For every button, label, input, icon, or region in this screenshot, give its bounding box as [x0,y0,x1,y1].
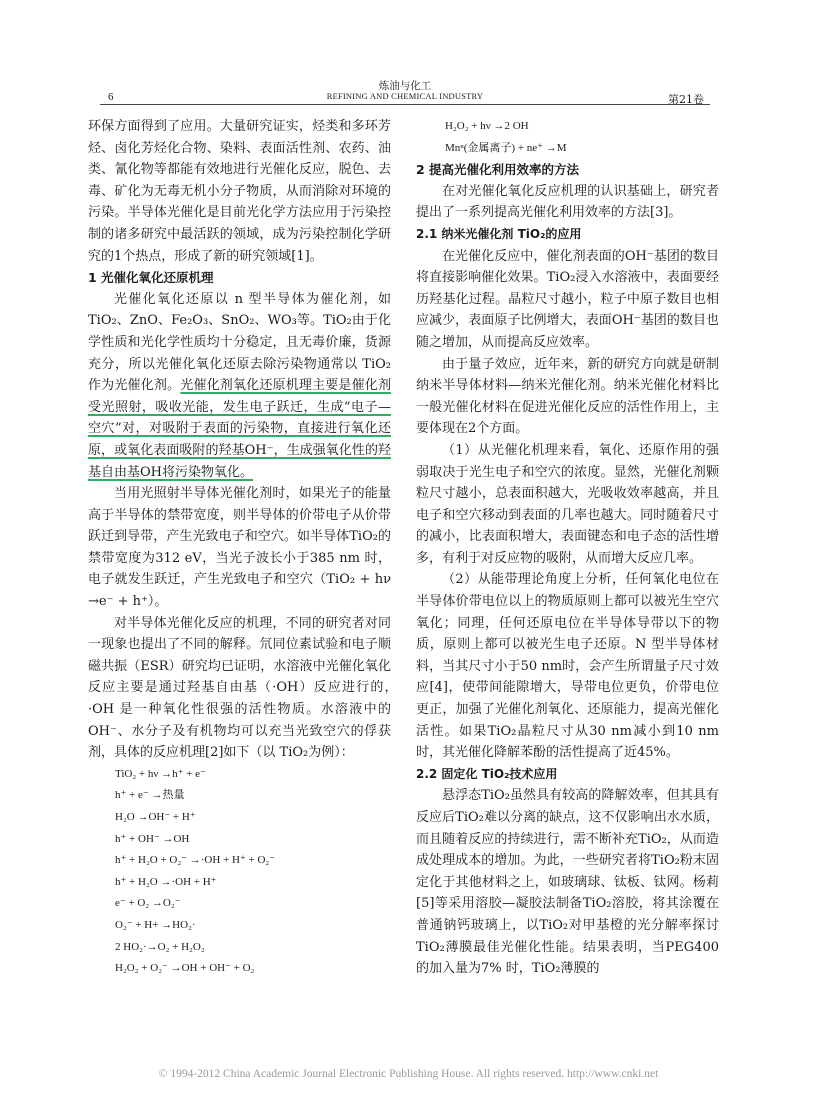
section-heading-2: 2 提高光催化利用效率的方法 [416,162,580,178]
paragraph-methods-intro: 在对光催化氧化反应机理的认识基础上，研究者提出了一系列提高光催化利用效率的方法[3]。 [416,183,719,221]
left-column [88,116,391,980]
page-number: 6 [108,91,114,103]
equation: O₂⁻ + H+ →HO₂· [115,918,196,931]
equation: TiO₂ + hν →h⁺ + e⁻ [115,767,206,780]
equation: h⁺ + H₂O + O₂⁻ →·OH + H⁺ + O₂⁻ [115,854,276,867]
paragraph-photon-excitation: 当用光照射半导体光催化剂时，如果光子的能量高于半导体的禁带宽度，则半导体的价带电子从价带跃迁到导带，产生光致电子和空穴。如半导体TiO₂的禁带宽度为312 eV，当光子波长小于385 nm 时，电子就发生跃迁，产生光致电子和空穴（TiO₂ + hν →e⁻ + h⁺）。 [88,486,391,610]
equation: H₂O →OH⁻ + H⁺ [115,811,196,823]
journal-title-en: REFINING AND CHEMICAL INDUSTRY [326,91,484,101]
equation: h⁺ + e⁻ →热量 [115,789,185,802]
equation-list [88,764,391,980]
header-rule [100,104,710,105]
underlined-mechanism-text: 光催化剂氧化还原机理主要是催化剂受光照射，吸收光能，发生电子跃迁，生成“电子—空穴”对，对吸附于表面的污染物，直接进行氧化还原，或氧化表面吸附的羟基OH⁻，生成强氧化性的羟基自由基OH将污染物氧化。 [88,378,391,480]
equation: h⁺ + OH⁻ →OH [115,832,190,845]
equation: H₂O₂ + O₂⁻ →OH + OH⁻ + O₂ [115,962,255,975]
paragraph-aspect-1: （1）从光催化机理来看，氧化、还原作用的强弱取决于光生电子和空穴的浓度。显然，光催化剂颗粒尺寸越小，总表面积越大，光吸收效率越高，并且电子和空穴移动到表面的几率也越大。同时随着尺寸的减小，比表面积增大，表面键态和电子态的活性增多，有利于对反应物的吸附，从而增大反应几率。 [416,442,719,566]
journal-title-cn: 炼油与化工 [378,80,432,92]
paragraph-quantum-effect: 由于量子效应，近年来，新的研究方向就是研制纳米半导体材料—纳米光催化剂。纳米光催化材料比一般光催化材料在促进光催化反应的活性作用上，主要体现在2个方面。 [416,356,719,437]
equation: H₂O₂ + hν →2 OH [445,120,529,132]
copyright-footer: © 1994-2012 China Academic Journal Electronic Publishing House. All rights reserved. http://www.cnki.net [158,1068,659,1080]
mechanism-text: 光催化氧化还原以 n 型半导体为催化剂，如 TiO₂、ZnO、Fe₂O₃、SnO₂、WO₃等。TiO₂由于化学性质和光化学性质均十分稳定，且无毒价廉，货源充分，所以光催化氧化还原去除污染物通常以 TiO₂作为光催化剂。 [88,291,391,394]
paragraph-immobilized-tio2: 悬浮态TiO₂虽然具有较高的降解效率，但其具有反应后TiO₂难以分离的缺点，这不仅影响出水水质，而且随着反应的持续进行，需不断补充TiO₂，从而造成处理成本的增加。为此，一些研究者将TiO₂粉末固定化于其他材料之上，如玻璃球、钛板、钛网。杨莉[5]等采用溶胶—凝胶法制备TiO₂溶胶，将其涂覆在普通钠钙玻璃上，以TiO₂对甲基橙的光分解率探讨TiO₂薄膜最佳光催化性能。结果表明，当PEG400 的加入量为7% 时，TiO₂薄膜的 [416,788,719,977]
volume-label: 第21卷 [668,93,704,106]
equation: 2 HO₂·→O₂ + H₂O₂ [115,940,205,953]
paragraph-aspect-2: （2）从能带理论角度上分析，任何氧化电位在半导体价带电位以上的物质原则上都可以被光生空穴氧化；同理，任何还原电位在半导体导带以下的物质，原则上都可以被光生电子还原。N 型半导体材料，当其尺寸小于50 nm时，会产生所谓量子尺寸效应[4]，使带间能隙增大，导带电位更负，价带电位更正，加强了光催化剂氧化、还原能力，提高光催化活性。如果TiO₂晶粒尺寸从30 nm减小到10 nm 时，其光催化降解苯酚的活性提高了近45%。 [416,572,719,761]
paragraph-surface-hydroxyl: 在光催化反应中，催化剂表面的OH⁻基团的数目将直接影响催化效果。TiO₂浸入水溶液中，表面要经历羟基化过程。晶粒尺寸越小，粒子中原子数目也相应减少，表面原子比例增大，表面OH⁻基团的数目也随之增加，从而提高反应效率。 [416,248,719,350]
equation: h⁺ + H₂O →·OH + H⁺ [115,875,217,888]
paragraph-mechanism [88,289,391,483]
paragraph-intro-continued: 环保方面得到了应用。大量研究证实，烃类和多环芳烃、卤化芳烃化合物、染料、表面活性剂、农药、油类、氰化物等都能有效地进行光催化反应，脱色、去毒、矿化为无毒无机小分子物质，从而消除对环境的污染。半导体光催化是目前光化学方法应用于污染控制的诸多研究中最活跃的领域，成为污染控制化学研究的1个热点，形成了新的研究领域[1]。 [88,119,391,264]
paragraph-reaction-mechanism: 对半导体光催化反应的机理，不同的研究者对同一现象也提出了不同的解释。氘同位素试验和电子顺磁共振（ESR）研究均已证明，水溶液中光催化氧化反应主要是通过羟基自由基（·OH）反应进行的，·OH 是一种氧化性很强的活性物质。水溶液中的 OH⁻、水分子及有机物均可以充当光致空穴的俘获剂，具体的反应机理[2]如下（以 TiO₂为例）： [88,615,391,761]
subsection-heading-2-1: 2.1 纳米光催化剂 TiO₂的应用 [416,226,582,241]
right-column [416,116,719,980]
section-heading-1: 1 光催化氧化还原机理 [88,270,214,286]
equation: e⁻ + O₂ →O₂⁻ [115,897,181,910]
equation: Mnⁿ(金属离子) + ne⁺ →M [445,141,567,154]
subsection-heading-2-2: 2.2 固定化 TiO₂技术应用 [416,766,558,781]
